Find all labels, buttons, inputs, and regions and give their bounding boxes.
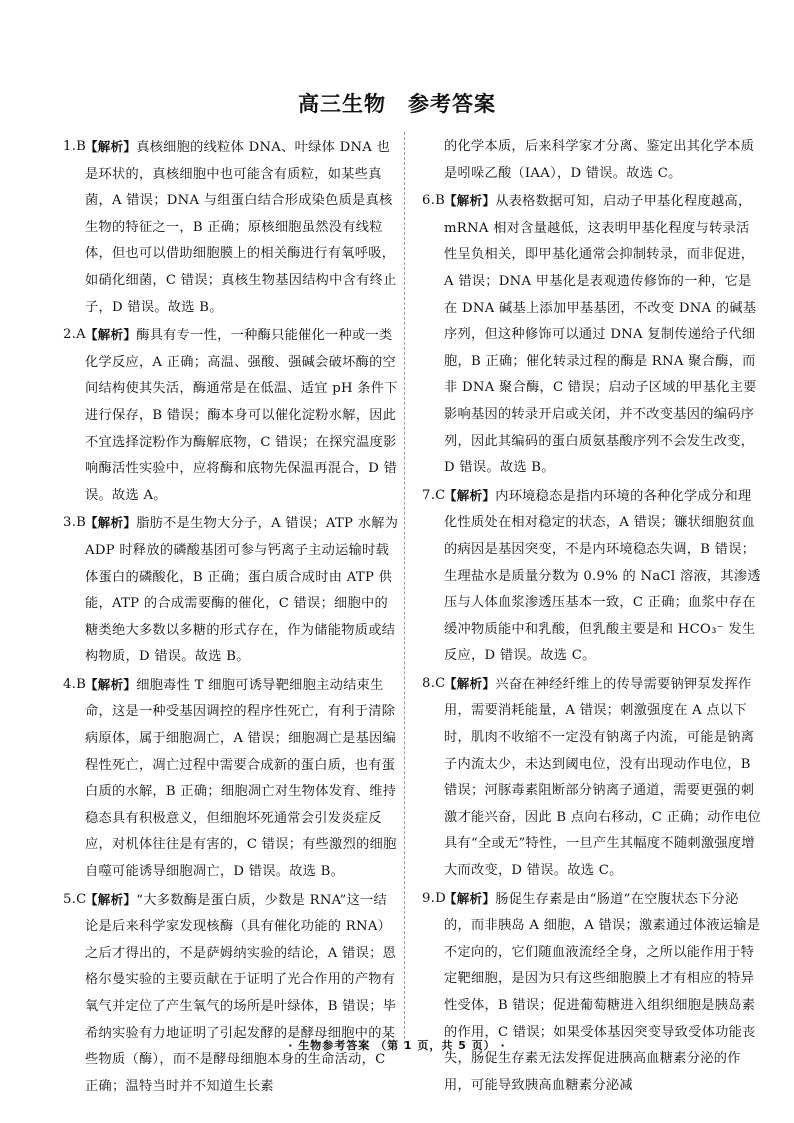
answer-item-3 [63, 510, 399, 671]
answer-number: 2.A [63, 327, 87, 343]
answer-item-7 [422, 483, 762, 670]
answer-number: 9.D [422, 890, 447, 906]
page-footer: · 生物参考答案 （第 1 页，共 5 页） · [288, 1039, 506, 1052]
analysis-tag: 【解析】 [85, 515, 137, 531]
answer-item-5-continued [422, 134, 762, 187]
analysis-tag: 【解析】 [85, 327, 137, 343]
answer-item-8 [422, 671, 762, 885]
left-column [63, 134, 399, 1101]
answer-text: 内环境稳态是指内环境的各种化学成分和理化性质处在相对稳定的状态，A 错误；镰状细胞贫血的病因是基因突变，不是内环境稳态失调，B 错误；生理盐水是质量分数为 0.9% 的 NaCl 溶液，其渗透压与人体血浆渗透压基本一致，C 正确；血浆中存在缓冲物质能中和乳酸，但乳酸主要是和 HCO₃⁻ 发生反应，D 错误。故选 C。 [444, 488, 761, 664]
answer-number: 8.C [422, 675, 446, 691]
answer-text: 细胞毒性 T 细胞可诱导靶细胞主动结束生命，这是一种受基因调控的程序性死亡，有利于清除病原体，属于细胞凋亡，A 错误；细胞凋亡是基因编程性死亡，凋亡过程中需要合成新的蛋白质，也有蛋白质的水解，B 正确；细胞凋亡对生物体发育、维持稳态具有积极意义，但细胞坏死通常会引发炎症反应，对机体往往是有害的，C 错误；有些激烈的细胞自噬可能诱导细胞凋亡，D 错误。故选 B。 [85, 677, 397, 880]
analysis-tag: 【解析】 [444, 487, 496, 503]
analysis-tag: 【解析】 [444, 890, 496, 906]
right-column [422, 134, 762, 1100]
answer-item-9 [422, 886, 762, 1100]
page-title: 高三生物 参考答案 [298, 92, 496, 116]
answer-item-6 [422, 188, 762, 482]
answer-number: 4.B [63, 676, 87, 692]
answer-text: 兴奋在神经纤维上的传导需要钠钾泵发挥作用，需要消耗能量，A 错误；刺激强度在 A 点以下时，肌肉不收缩不一定没有钠离子内流，可能是钠离子内流太少，未达到阈电位，没有出现动作电位，B 错误；河豚毒素阻断部分钠离子通道，需要更强的刺激才能兴奋，因此 B 点向右移动，C 正确；动作电位具有“全或无”特性，一旦产生其幅度不随刺激强度增大而改变，D 错误。故选 C。 [444, 676, 762, 879]
answer-item-4 [63, 672, 399, 886]
answer-number: 7.C [422, 487, 446, 503]
answer-number: 6.B [422, 193, 446, 209]
answer-text: 从表格数据可知，启动子甲基化程度越高，mRNA 相对含量越低，这表明甲基化程度与转录活性呈负相关，即甲基化通常会抑制转录，而非促进，A 错误；DNA 甲基化是表观遗传修饰的一种，它是在 DNA 碱基上添加甲基基团，不改变 DNA 的碱基序列，但这种修饰可以通过 DNA 复制传递给子代细胞，B 正确；催化转录过程的酶是 RNA 聚合酶，而非 DNA 聚合酶，C 错误；启动子区域的甲基化主要影响基因的转录开启或关闭，并不改变基因的编码序列，因此其编码的蛋白质氨基酸序列不会发生改变，D 错误。故选 B。 [444, 194, 757, 476]
analysis-tag: 【解析】 [444, 193, 496, 209]
answer-text: 酶具有专一性，一种酶只能催化一种或一类化学反应，A 正确；高温、强酸、强碱会破坏酶的空间结构使其失活，酶通常是在低温、适宜 pH 条件下进行保存，B 错误；酶本身可以催化淀粉水解，因此不宜选择淀粉作为酶解底物，C 错误；在探究温度影响酶活性实验中，应将酶和底物先保温再混合，D 错误。故选 A。 [85, 328, 398, 503]
answer-item-2 [63, 322, 399, 509]
analysis-tag: 【解析】 [85, 139, 137, 154]
answer-text: “大多数酶是蛋白质，少数是 RNA”这一结论是后来科学家发现核酶（具有催化功能的 RNA）之后才得出的，不是萨姆纳实验的结论，A 错误；恩格尔曼实验的主要贡献在于证明了光合作用的产物有氧气并定位了产生氧气的场所是叶绿体，B 错误；毕希纳实验有力地证明了引起发酵的是酵母细胞中的某些物质（酶），而不是酵母细胞本身的生命活动，C 正确；温特当时并不知道生长素 [85, 892, 397, 1094]
answer-text: 真核细胞的线粒体 DNA、叶绿体 DNA 也是环状的，真核细胞中也可能含有质粒，如某些真菌，A 错误；DNA 与组蛋白结合形成染色质是真核生物的特征之一，B 正确；原核细胞虽然没有线粒体，但也可以借助细胞膜上的相关酶进行有氧呼吸，如硝化细菌，C 错误；真核生物基因结构中含有终止子，D 错误。故选 B。 [85, 140, 397, 315]
answer-text: 肠促生存素是由“肠道”在空腹状态下分泌的，而非胰岛 A 细胞，A 错误；激素通过体液运输是不定向的，它们随血液流经全身，之所以能作用于特定靶细胞，是因为只有这些细胞膜上才有相应的特异性受体，B 错误；促进葡萄糖进入组织细胞是胰岛素的作用，C 错误；如果受体基因突变导致受体功能丧失，肠促生存素无法发挥促进胰高血糖素分泌的作用，可能导致胰高血糖素分泌减 [444, 891, 761, 1093]
answer-number: 1.B [63, 139, 87, 154]
column-divider [404, 132, 405, 1044]
analysis-tag: 【解析】 [85, 891, 137, 907]
answer-number: 3.B [63, 515, 87, 531]
analysis-tag: 【解析】 [444, 675, 496, 691]
answer-text: 的化学本质，后来科学家才分离、鉴定出其化学本质是吲哚乙酸（IAA），D 错误。故选 C。 [444, 139, 755, 181]
analysis-tag: 【解析】 [85, 676, 137, 692]
answer-text: 脂肪不是生物大分子，A 错误；ATP 水解为 ADP 时释放的磷酸基团可参与钙离子主动运输时载体蛋白的磷酸化，B 正确；蛋白质合成时由 ATP 供能，ATP 的合成需要酶的催化，C 错误；细胞中的糖类绝大多数以多糖的形式存在，作为储能物质或结构物质，D 错误。故选 B。 [85, 516, 399, 665]
answer-number: 5.C [63, 891, 87, 907]
answer-item-1 [63, 134, 399, 321]
answer-item-5 [63, 887, 399, 1101]
